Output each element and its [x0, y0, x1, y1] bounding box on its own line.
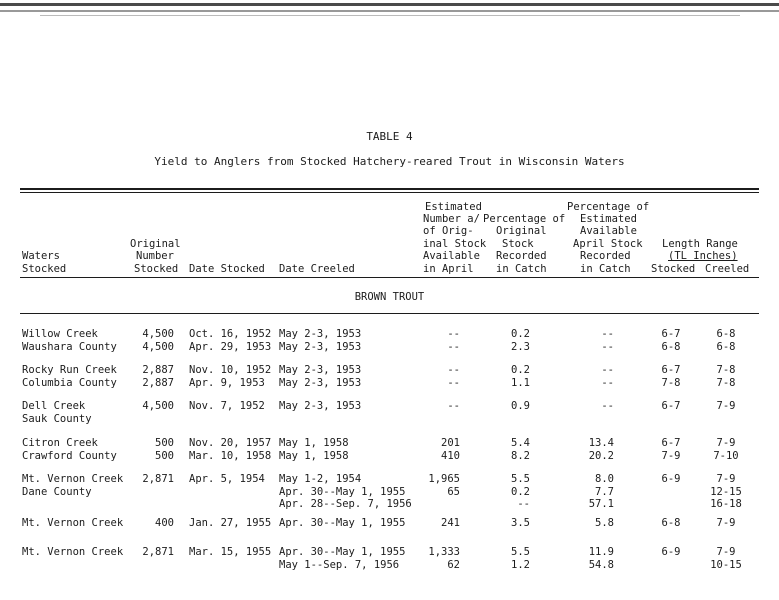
cell-pct-original: 8.2	[511, 449, 530, 462]
cell-number-stocked: 500	[155, 437, 174, 449]
cell-date-stocked: Nov. 7, 1952	[189, 400, 265, 412]
cell-estimated-available: 1,333	[428, 546, 460, 558]
header-pct-estimated-5: Recorded	[580, 250, 631, 262]
cell-date-stocked: Nov. 20, 1957	[189, 437, 272, 449]
cell-water: Mt. Vernon Creek	[22, 546, 124, 558]
cell-date-creeled: May 2-3, 1953	[279, 364, 362, 376]
cell-pct-estimated: --	[601, 328, 614, 340]
cell-water: Willow Creek	[22, 328, 98, 340]
cell-pct-estimated: 11.9	[588, 546, 614, 558]
cell-length-creeled: 7-8	[716, 376, 736, 389]
cell-water: Dell Creek	[22, 400, 86, 412]
cell-length-stocked: 6-7	[661, 328, 681, 340]
section-brown-trout: BROWN TROUT	[354, 291, 425, 303]
cell-date-creeled: May 2-3, 1953	[279, 400, 362, 412]
cell-date-creeled: May 2-3, 1953	[279, 376, 362, 389]
cell-date-stocked: Apr. 9, 1953	[189, 376, 265, 389]
cell-estimated-available: 1,965	[428, 473, 460, 485]
cell-estimated-available: --	[447, 376, 460, 389]
cell-date-creeled: May 1-2, 1954	[279, 473, 362, 485]
cell-pct-estimated: 5.8	[595, 517, 614, 529]
cell-length-stocked: 6-7	[661, 437, 681, 449]
header-length-creeled: Creeled	[705, 263, 750, 275]
table-label: TABLE 4	[366, 130, 413, 143]
top-rule-thin	[20, 192, 759, 193]
cell-water: Columbia County	[22, 376, 117, 389]
table-title: Yield to Anglers from Stocked Hatchery-reared Trout in Wisconsin Waters	[154, 155, 625, 168]
cell-date-stocked: Jan. 27, 1955	[189, 517, 272, 529]
cell-length-creeled: 7-10	[713, 449, 739, 462]
cell-date-creeled: May 1, 1958	[279, 449, 349, 462]
cell-number-stocked: 2,871	[142, 473, 174, 485]
cell-date-creeled: May 1--Sep. 7, 1956	[279, 558, 400, 571]
cell-pct-estimated: 13.4	[588, 437, 614, 449]
cell-number-stocked: 4,500	[142, 328, 174, 340]
header-pct-original-5: in Catch	[496, 263, 547, 275]
top-rule	[20, 188, 759, 190]
header-pct-original-4: Recorded	[496, 250, 547, 262]
header-estimated-4: inal Stock	[423, 238, 487, 250]
cell-estimated-available: 410	[441, 449, 460, 462]
cell-date-stocked: Apr. 29, 1953	[189, 340, 272, 353]
header-pct-estimated-6: in Catch	[580, 263, 631, 275]
cell-length-creeled: 7-9	[716, 400, 736, 412]
cell-water: Rocky Run Creek	[22, 364, 117, 376]
header-original-3: Stocked	[134, 263, 179, 275]
cell-length-creeled: 6-8	[716, 340, 736, 353]
cell-length-creeled: 7-9	[716, 517, 736, 529]
cell-number-stocked: 400	[155, 517, 174, 529]
cell-length-stocked: 7-8	[661, 376, 681, 389]
cell-water: Dane County	[22, 485, 92, 498]
cell-pct-original: 0.2	[511, 364, 530, 376]
header-date-creeled: Date Creeled	[279, 263, 355, 275]
cell-estimated-available: 201	[441, 437, 460, 449]
header-estimated-6: in April	[423, 263, 474, 275]
cell-date-stocked: Oct. 16, 1952	[189, 328, 272, 340]
cell-estimated-available: 241	[441, 517, 460, 529]
cell-date-stocked: Nov. 10, 1952	[189, 364, 272, 376]
cell-length-stocked: 6-9	[661, 546, 681, 558]
cell-pct-original: 1.1	[511, 376, 530, 389]
cell-pct-estimated: --	[601, 400, 614, 412]
header-estimated-5: Available	[423, 250, 480, 262]
cell-pct-original: 1.2	[511, 558, 530, 571]
cell-pct-original: 5.4	[511, 437, 530, 449]
cell-water: Crawford County	[22, 449, 117, 462]
header-rule	[20, 277, 759, 278]
cell-water: Waushara County	[22, 340, 117, 353]
cell-pct-estimated: --	[601, 364, 614, 376]
header-date-stocked: Date Stocked	[189, 263, 265, 275]
cell-number-stocked: 2,871	[142, 546, 174, 558]
cell-date-creeled: Apr. 28--Sep. 7, 1956	[279, 498, 412, 510]
cell-estimated-available: 62	[447, 558, 460, 571]
cell-pct-estimated: 7.7	[595, 485, 614, 498]
cell-length-creeled: 12-15	[710, 485, 742, 498]
header-estimated-3: of Orig-	[423, 225, 474, 237]
cell-length-stocked: 6-9	[661, 473, 681, 485]
cell-date-stocked: Apr. 5, 1954	[189, 473, 265, 485]
cell-pct-estimated: 20.2	[588, 449, 614, 462]
section-rule	[20, 313, 759, 314]
cell-length-stocked: 6-8	[661, 340, 681, 353]
cell-pct-original: 0.9	[511, 400, 530, 412]
cell-water: Mt. Vernon Creek	[22, 473, 124, 485]
cell-length-creeled: 16-18	[710, 498, 742, 510]
header-original-2: Number	[136, 250, 174, 262]
cell-pct-original: 3.5	[511, 517, 530, 529]
header-pct-estimated-3: Available	[580, 225, 637, 237]
cell-pct-original: 5.5	[511, 546, 530, 558]
cell-date-creeled: May 1, 1958	[279, 437, 349, 449]
cell-pct-estimated: 8.0	[595, 473, 614, 485]
cell-pct-estimated: 57.1	[588, 498, 614, 510]
header-pct-original-3: Stock	[502, 238, 534, 250]
cell-estimated-available: --	[447, 364, 460, 376]
cell-estimated-available: --	[447, 328, 460, 340]
header-waters-2: Stocked	[22, 263, 67, 275]
cell-number-stocked: 500	[155, 449, 174, 462]
cell-length-creeled: 6-8	[716, 328, 736, 340]
cell-date-creeled: May 2-3, 1953	[279, 328, 362, 340]
header-waters: Waters	[22, 250, 60, 262]
cell-date-creeled: Apr. 30--May 1, 1955	[279, 485, 406, 498]
header-length-range: Length Range	[662, 238, 738, 250]
header-estimated: Estimated	[425, 201, 482, 213]
cell-length-stocked: 6-7	[661, 364, 681, 376]
cell-number-stocked: 2,887	[142, 364, 174, 376]
cell-pct-estimated: --	[601, 340, 614, 353]
header-pct-original-2: Original	[496, 225, 547, 237]
cell-length-stocked: 7-9	[661, 449, 681, 462]
header-length-stocked: Stocked	[651, 263, 696, 275]
cell-date-creeled: Apr. 30--May 1, 1955	[279, 517, 406, 529]
cell-number-stocked: 4,500	[142, 400, 174, 412]
cell-number-stocked: 4,500	[142, 340, 174, 353]
cell-estimated-available: 65	[447, 485, 460, 498]
cell-pct-original: 0.2	[511, 328, 530, 340]
cell-water: Citron Creek	[22, 437, 98, 449]
cell-date-creeled: Apr. 30--May 1, 1955	[279, 546, 406, 558]
cell-number-stocked: 2,887	[142, 376, 174, 389]
cell-pct-estimated: --	[601, 376, 614, 389]
cell-pct-original: 2.3	[511, 340, 530, 353]
cell-date-stocked: Mar. 10, 1958	[189, 449, 272, 462]
cell-water: Mt. Vernon Creek	[22, 517, 124, 529]
cell-length-creeled: 7-9	[716, 546, 736, 558]
cell-water: Sauk County	[22, 412, 92, 425]
cell-length-creeled: 7-9	[716, 437, 736, 449]
cell-pct-original: --	[517, 498, 530, 510]
header-pct-estimated-2: Estimated	[580, 213, 637, 225]
cell-pct-estimated: 54.8	[588, 558, 614, 571]
cell-length-stocked: 6-8	[661, 517, 681, 529]
cell-length-stocked: 6-7	[661, 400, 681, 412]
header-original: Original	[130, 238, 181, 250]
cell-date-creeled: May 2-3, 1953	[279, 340, 362, 353]
scan-edge-artifact	[0, 0, 779, 22]
header-length-units: (TL Inches)	[668, 250, 738, 262]
header-pct-original: Percentage of	[483, 213, 566, 225]
header-pct-estimated: Percentage of	[567, 201, 650, 213]
cell-date-stocked: Mar. 15, 1955	[189, 546, 272, 558]
cell-length-creeled: 10-15	[710, 558, 742, 571]
cell-estimated-available: --	[447, 340, 460, 353]
cell-pct-original: 5.5	[511, 473, 530, 485]
cell-length-creeled: 7-9	[716, 473, 736, 485]
cell-length-creeled: 7-8	[716, 364, 736, 376]
cell-estimated-available: --	[447, 400, 460, 412]
cell-pct-original: 0.2	[511, 485, 530, 498]
header-estimated-2: Number a/	[423, 213, 480, 225]
header-pct-estimated-4: April Stock	[573, 238, 643, 250]
